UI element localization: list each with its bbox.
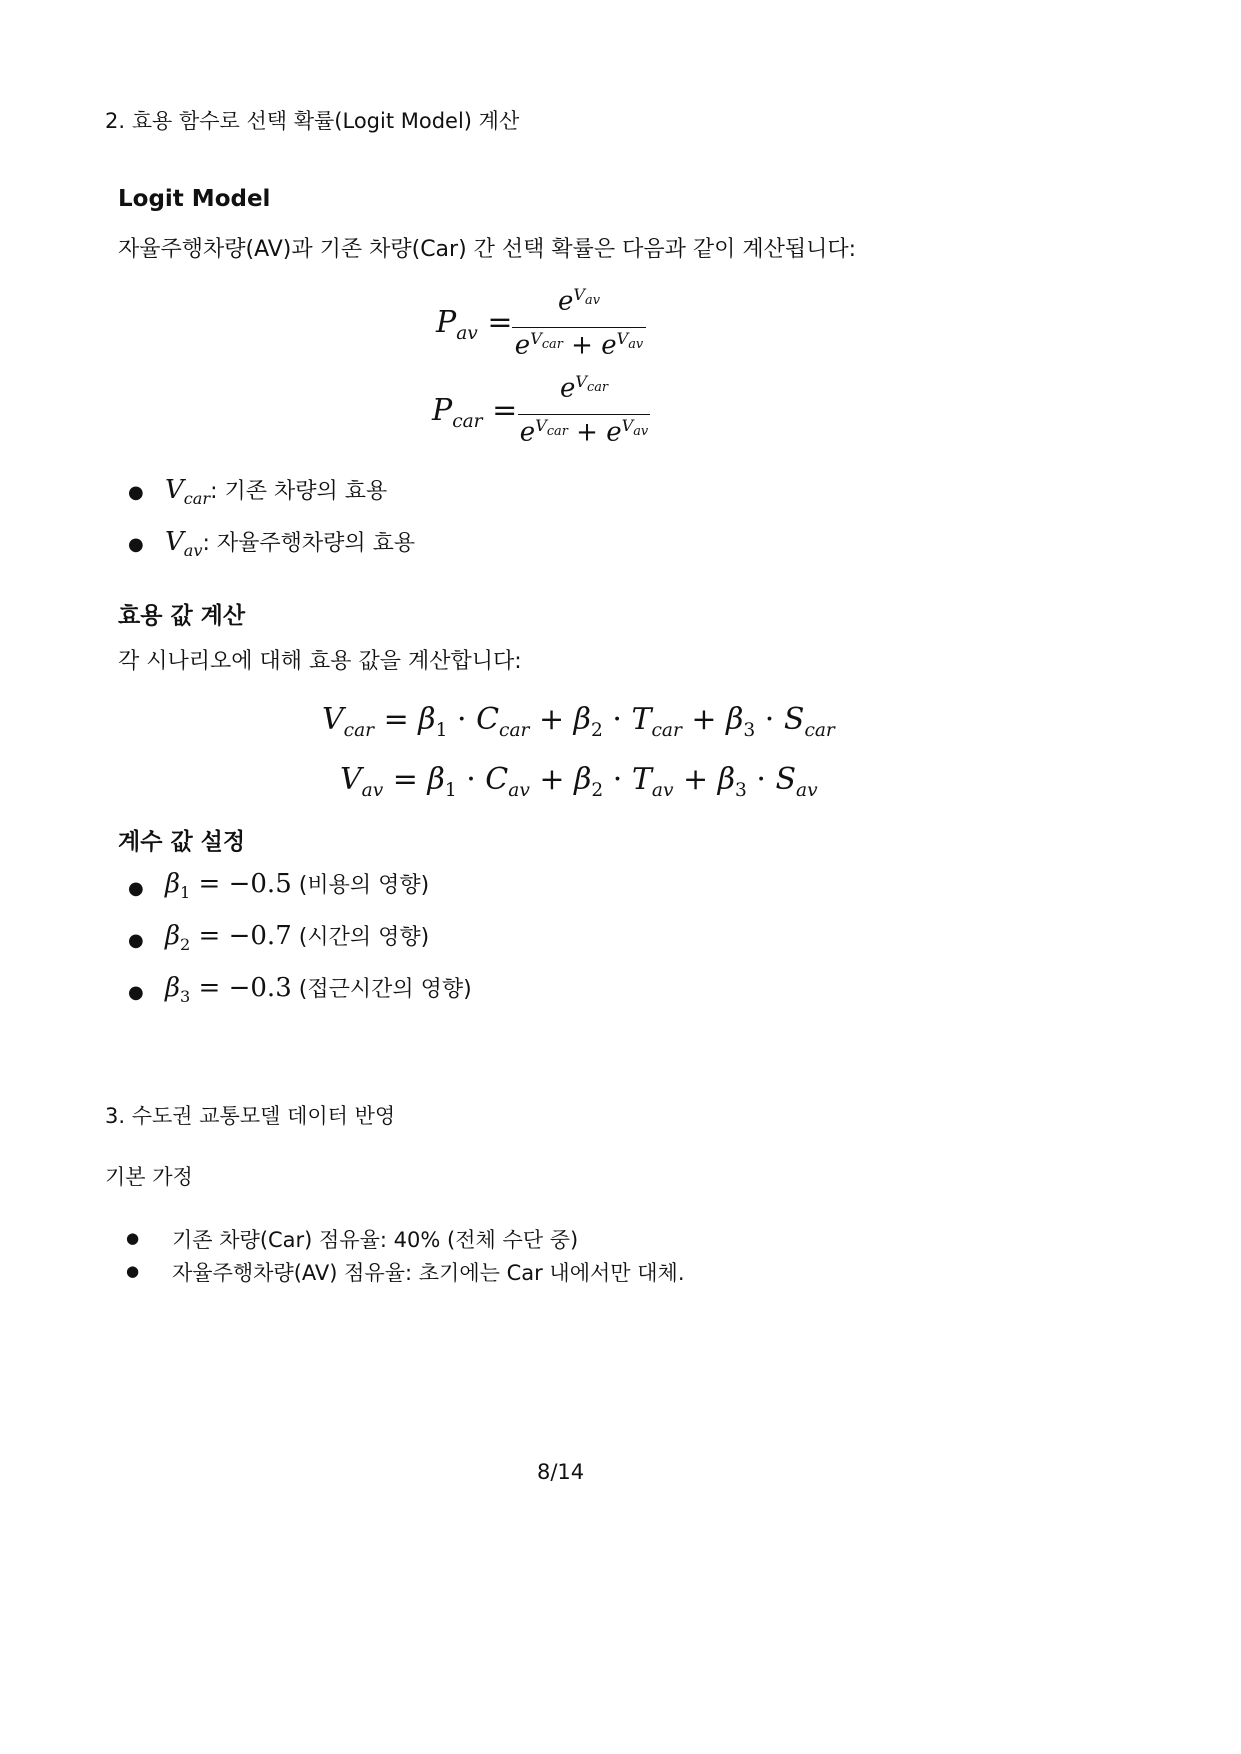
coefficient-beta3: $\beta_3 = -0.3$ (접근시간의 영향) <box>165 973 472 1007</box>
utility-intro: 각 시나리오에 대해 효용 값을 계산합니다: <box>118 649 522 674</box>
beta3-value: −0.3 <box>228 973 292 1003</box>
equation-v-av: $V_{av} = \beta_1 \cdot C_{av} + \beta_2 \cdot T_{av} + \beta_3 \cdot S_{av}$ <box>340 762 818 801</box>
coefficient-beta1: $\beta_1 = -0.5$ (비용의 영향) <box>165 869 430 903</box>
logit-model-title: Logit Model <box>118 186 271 212</box>
assumption-item-av-share: 자율주행차량(AV) 점유율: 초기에는 Car 내에서만 대체. <box>172 1261 685 1285</box>
bullet-dot: ● <box>128 878 144 899</box>
beta3-description: (접근시간의 영향) <box>298 977 472 1002</box>
p-car-lhs: $P_{car}$ = <box>432 393 518 432</box>
beta1-value: −0.5 <box>228 869 292 899</box>
coefficient-title: 계수 값 설정 <box>118 829 246 855</box>
utility-title: 효용 값 계산 <box>118 603 246 629</box>
section-3-heading: 3. 수도권 교통모델 데이터 반영 <box>105 1104 396 1128</box>
bullet-dot: ● <box>128 982 144 1003</box>
vcar-description: : 기존 차량의 효용 <box>210 479 388 504</box>
vav-definition: $V_{av}$: 자율주행차량의 효용 <box>165 527 416 561</box>
p-av-lhs: $P_{av}$ = <box>436 305 513 344</box>
bullet-dot: ● <box>128 930 144 951</box>
p-av-fraction: $e^{V_{av}}$ $e^{V_{car}} + e^{V_{av}}$ <box>512 285 646 365</box>
logit-model-intro: 자율주행차량(AV)과 기존 차량(Car) 간 선택 확률은 다음과 같이 계산됩니다: <box>118 237 857 262</box>
section-2-heading: 2. 효용 함수로 선택 확률(Logit Model) 계산 <box>105 109 520 133</box>
beta2-description: (시간의 영향) <box>298 925 430 950</box>
vcar-definition: $V_{car}$: 기존 차량의 효용 <box>165 475 388 509</box>
page-number: 8/14 <box>537 1460 585 1484</box>
beta1-description: (비용의 영향) <box>298 873 430 898</box>
bullet-dot: ● <box>128 482 144 503</box>
equation-v-car: $V_{car} = \beta_1 \cdot C_{car} + \beta_2 \cdot T_{car} + \beta_3 \cdot S_{car}$ <box>322 702 835 741</box>
beta2-value: −0.7 <box>228 921 292 951</box>
coefficient-beta2: $\beta_2 = -0.7$ (시간의 영향) <box>165 921 430 955</box>
bullet-dot: ● <box>126 1229 140 1247</box>
vav-description: : 자율주행차량의 효용 <box>202 531 416 556</box>
p-car-fraction: $e^{V_{car}}$ $e^{V_{car}} + e^{V_{av}}$ <box>519 372 649 448</box>
bullet-dot: ● <box>128 534 144 555</box>
assumption-item-car-share: 기존 차량(Car) 점유율: 40% (전체 수단 중) <box>172 1228 579 1252</box>
assumption-subheading: 기본 가정 <box>105 1165 193 1189</box>
bullet-dot: ● <box>126 1262 140 1280</box>
